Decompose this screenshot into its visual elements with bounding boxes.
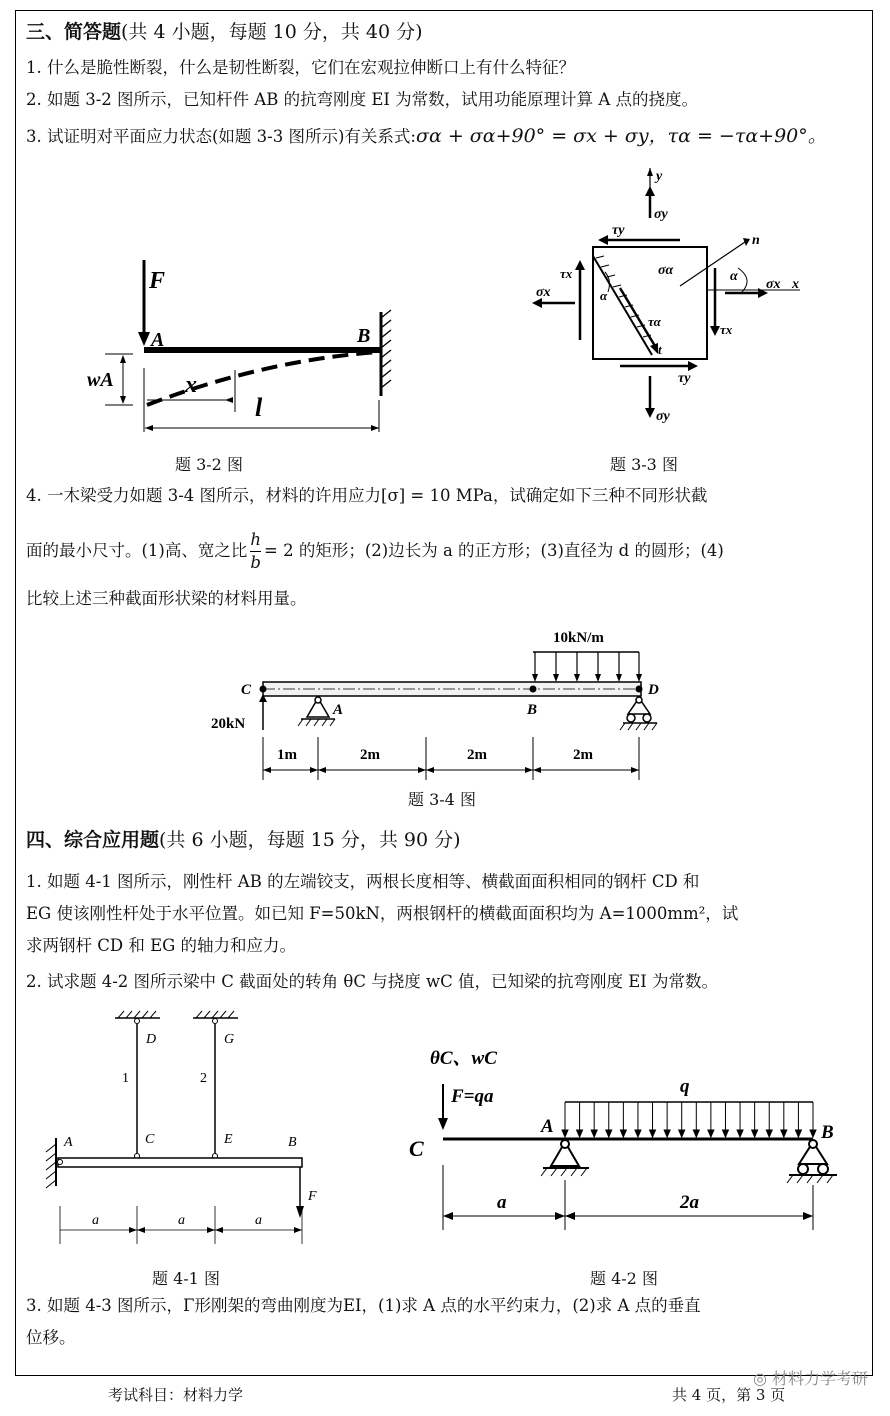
svg-text:F: F bbox=[308, 1189, 317, 1204]
fig32-x: x bbox=[185, 372, 197, 398]
svg-text:a: a bbox=[92, 1213, 99, 1228]
q3-4-line2: 面的最小尺寸。(1)高、宽之比 $\frac{h}{b}$ = 2 的矩形；(2)边长为 a 的正方形；(3)直径为 d 的圆形；(4) bbox=[26, 530, 724, 572]
q4-3-line2: 位移。 bbox=[26, 1328, 76, 1347]
fig33-tau-x-left: τx bbox=[560, 266, 573, 281]
svg-text:a: a bbox=[497, 1192, 507, 1213]
fig42-title: θC、wC bbox=[430, 1048, 497, 1069]
svg-text:D: D bbox=[146, 1032, 157, 1047]
footer-pages: 共 4 页，第 3 页 bbox=[672, 1386, 786, 1404]
svg-text:2m: 2m bbox=[573, 747, 593, 763]
svg-text:C: C bbox=[409, 1136, 424, 1161]
svg-text:G: G bbox=[224, 1032, 235, 1047]
figure-4-1 bbox=[40, 1008, 340, 1248]
load-arrow-head bbox=[722, 1130, 728, 1137]
fig32-F: F bbox=[149, 268, 166, 294]
load-arrow-head bbox=[591, 1130, 597, 1137]
load-arrow-head bbox=[635, 1130, 641, 1137]
q4-1-line1: 1. 如题 4-1 图所示，刚性杆 AB 的左端铰支，两根长度相等、横截面面积相同的钢杆 CD 和 bbox=[26, 872, 700, 891]
q3-4-line1: 4. 一木梁受力如题 3-4 图所示，材料的许用应力[σ] = 10 MPa，试确定如下三种不同形状截 bbox=[26, 486, 708, 505]
fig33-sigma-y-bottom: σy bbox=[656, 409, 670, 424]
svg-text:A: A bbox=[541, 1116, 554, 1137]
section3-heading: 三、简答题(共 4 小题，每题 10 分，共 40 分) bbox=[26, 21, 423, 43]
load-arrow-head bbox=[620, 1130, 626, 1137]
fig33-tau-y-bottom: τy bbox=[678, 371, 691, 386]
fig34-force: 20kN bbox=[211, 716, 246, 732]
svg-text:α: α bbox=[730, 269, 738, 284]
load-arrow-head bbox=[752, 1130, 758, 1137]
figure-3-3 bbox=[530, 168, 810, 438]
fig32-A: A bbox=[151, 329, 165, 351]
fig41-caption: 题 4-1 图 bbox=[152, 1269, 220, 1288]
q4-3-line1: 3. 如题 4-3 图所示，Γ形刚架的弯曲刚度为EI，(1)求 A 点的水平约束力，(2)求 A 点的垂直 bbox=[26, 1296, 701, 1315]
svg-text:1: 1 bbox=[122, 1071, 129, 1086]
load-arrow-head bbox=[693, 1130, 699, 1137]
fig33-sigma-x-right: σx bbox=[766, 277, 781, 292]
fig42-caption: 题 4-2 图 bbox=[590, 1269, 658, 1288]
figure-3-4 bbox=[205, 622, 675, 792]
fig33-tau-y-top: τy bbox=[612, 223, 625, 238]
load-arrow-head bbox=[562, 1130, 568, 1137]
q4-1-line2: EG 使该刚性杆处于水平位置。如已知 F=50kN，两根钢杆的横截面面积均为 A=1000mm²，试 bbox=[26, 904, 739, 923]
load-arrow-head bbox=[737, 1130, 743, 1137]
svg-text:E: E bbox=[224, 1132, 233, 1147]
svg-text:x: x bbox=[792, 277, 799, 292]
fig34-load: 10kN/m bbox=[553, 630, 604, 646]
q4-2: 2. 试求题 4-2 图所示梁中 C 截面处的转角 θC 与挠度 wC 值，已知梁的抗弯刚度 EI 为常数。 bbox=[26, 972, 719, 991]
load-arrow-head bbox=[795, 1130, 801, 1137]
svg-text:a: a bbox=[255, 1213, 262, 1228]
svg-text:C: C bbox=[145, 1132, 155, 1147]
load-arrow-head bbox=[577, 1130, 583, 1137]
svg-text:B: B bbox=[821, 1122, 834, 1143]
fig34-caption: 题 3-4 图 bbox=[408, 790, 476, 809]
load-arrow-head bbox=[781, 1130, 787, 1137]
watermark: ◎ 材料力学考研 bbox=[752, 1369, 868, 1388]
svg-text:2a: 2a bbox=[680, 1192, 699, 1213]
svg-text:y: y bbox=[656, 169, 663, 184]
svg-text:α: α bbox=[600, 288, 608, 303]
q3-4-line3: 比较上述三种截面形状梁的材料用量。 bbox=[26, 589, 307, 608]
svg-text:B: B bbox=[288, 1135, 297, 1150]
fig32-wA: wA bbox=[87, 369, 114, 391]
figure-4-2 bbox=[405, 1040, 845, 1240]
q3-1: 1. 什么是脆性断裂，什么是韧性断裂，它们在宏观拉伸断口上有什么特征？ bbox=[26, 58, 575, 77]
fig32-caption: 题 3-2 图 bbox=[175, 455, 243, 474]
footer-subject: 考试科目：材料力学 bbox=[108, 1386, 244, 1404]
fig33-tau-x-right: τx bbox=[720, 322, 733, 337]
svg-text:1m: 1m bbox=[277, 747, 297, 763]
fig42-q: q bbox=[680, 1076, 690, 1097]
svg-text:2: 2 bbox=[200, 1071, 207, 1086]
section4-heading: 四、综合应用题(共 6 小题，每题 15 分，共 90 分) bbox=[26, 829, 461, 851]
load-arrow-head bbox=[664, 1130, 670, 1137]
figure-3-2 bbox=[85, 160, 385, 450]
wechat-icon: ◎ bbox=[752, 1369, 772, 1388]
load-arrow-head bbox=[650, 1130, 656, 1137]
svg-text:2m: 2m bbox=[467, 747, 487, 763]
svg-text:2m: 2m bbox=[360, 747, 380, 763]
fig33-sigma-y-top: σy bbox=[654, 207, 668, 222]
fig42-F: F=qa bbox=[451, 1086, 494, 1107]
q3-2: 2. 如题 3-2 图所示，已知杆件 AB 的抗弯刚度 EI 为常数，试用功能原理计算 A 点的挠度。 bbox=[26, 90, 699, 109]
load-arrow-head bbox=[810, 1130, 816, 1137]
svg-text:a: a bbox=[178, 1213, 185, 1228]
svg-text:B: B bbox=[527, 702, 538, 718]
q4-1-line3: 求两钢杆 CD 和 EG 的轴力和应力。 bbox=[26, 936, 297, 955]
load-arrow-head bbox=[708, 1130, 714, 1137]
fig33-sigma-x-left: σx bbox=[536, 285, 551, 300]
fig32-l: l bbox=[255, 393, 263, 422]
q3-3: 3. 试证明对平面应力状态(如题 3-3 图所示)有关系式:σα + σα+90° = σx + σy，τα = −τα+90°。 bbox=[26, 125, 827, 147]
load-arrow-head bbox=[606, 1130, 612, 1137]
fig33-sigma-alpha: σα bbox=[658, 263, 674, 278]
svg-text:A: A bbox=[333, 702, 344, 718]
load-arrow-head bbox=[766, 1130, 772, 1137]
svg-text:t: t bbox=[658, 342, 662, 357]
svg-text:n: n bbox=[752, 233, 760, 248]
svg-text:D: D bbox=[648, 682, 659, 698]
svg-text:A: A bbox=[64, 1135, 73, 1150]
fig33-caption: 题 3-3 图 bbox=[610, 455, 678, 474]
fig33-tau-alpha: τα bbox=[648, 314, 661, 329]
fig32-B: B bbox=[357, 325, 371, 347]
load-arrow-head bbox=[679, 1130, 685, 1137]
svg-text:C: C bbox=[241, 682, 252, 698]
